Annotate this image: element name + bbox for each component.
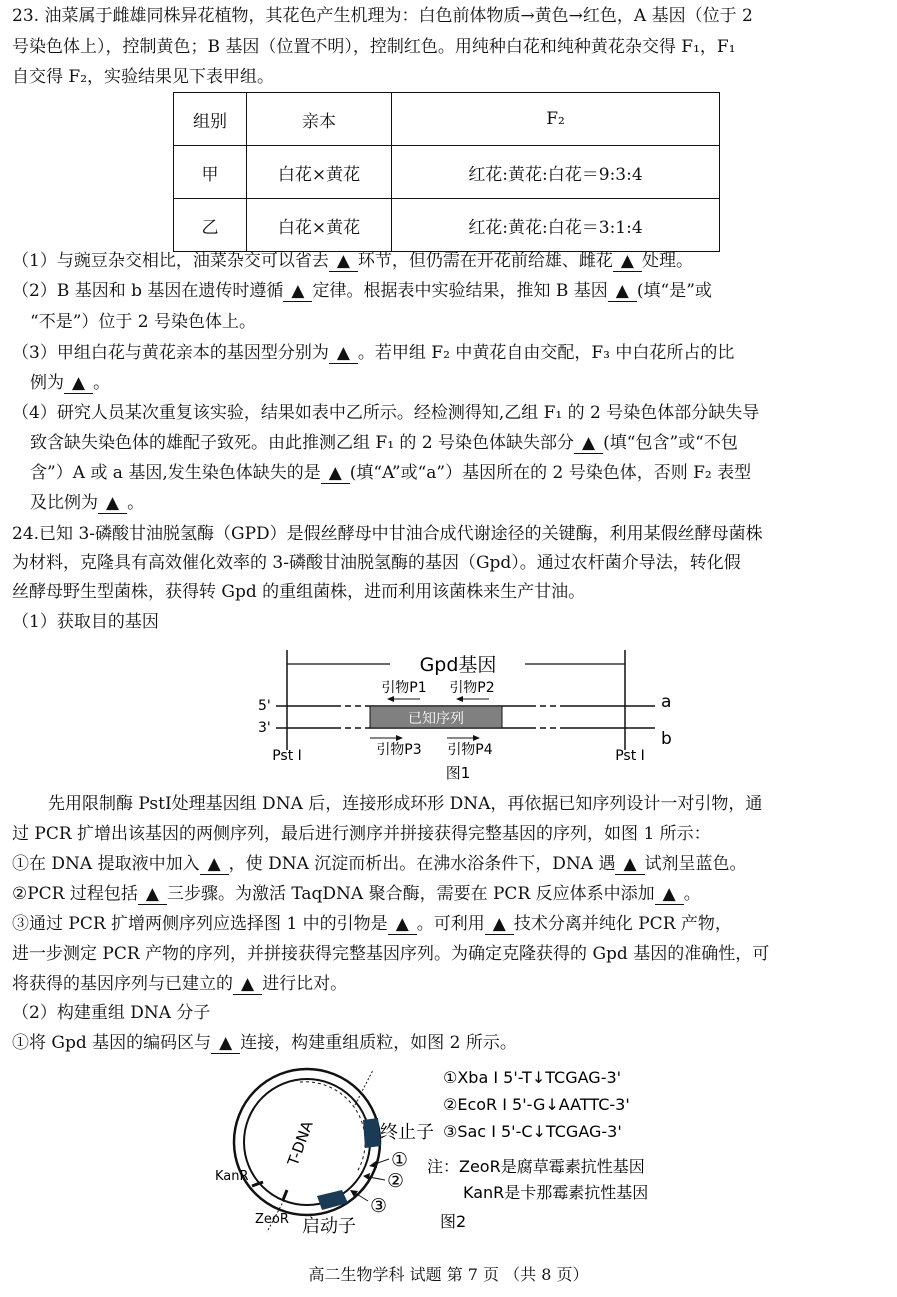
promoter-label: 启动子 (302, 1216, 356, 1237)
answer-blank[interactable]: ▲ (329, 251, 358, 272)
answer-blank[interactable]: ▲ (200, 854, 229, 875)
gene-label: Gpd基因 (419, 654, 497, 676)
enzyme-site: ①Xba I 5'-T↓TCGAG-3' (443, 1068, 622, 1087)
primer-label: 引物P4 (447, 742, 493, 758)
answer-blank[interactable]: ▲ (574, 433, 603, 454)
answer-blank[interactable]: ▲ (321, 463, 350, 484)
q24-para2: 过 PCR 扩增出该基因的两侧序列，最后进行测序并拼接获得完整基因的序列，如图 1 所示： (12, 824, 711, 844)
q23-part4-cont1: 致含缺失染色体的雄配子致死。由此推测乙组 F₁ 的 2 号染色体缺失部分 ▲ (填“包含”或“不包 (30, 433, 738, 453)
answer-blank[interactable]: ▲ (211, 1033, 240, 1054)
answer-blank[interactable]: ▲ (329, 343, 358, 364)
q24-line2: 为材料，克隆具有高效催化效率的 3-磷酸甘油脱氢酶的基因（Gpd）。通过农杆菌介导法，转化假 (12, 553, 741, 573)
table-row (174, 146, 720, 199)
q23-part2: （2）B 基因和 b 基因在遗传时遵循 ▲ 定律。根据表中实验结果，推知 B 基因 ▲ (填“是”或 (12, 281, 712, 301)
site-marker: ③ (370, 1195, 388, 1217)
table-header: 亲本 (247, 93, 392, 146)
figure-note: 注：ZeoR是腐草霉素抗性基因 (427, 1157, 645, 1176)
answer-blank[interactable]: ▲ (388, 914, 417, 935)
figure-caption: 图1 (445, 764, 471, 782)
q23-line1: 23. 油菜属于雌雄同株异花植物，其花色产生机理为：白色前体物质→黄色→红色，A 基因（位于 2 (12, 6, 753, 26)
answer-blank[interactable]: ▲ (283, 281, 312, 302)
q23-part4-cont2: 含”）A 或 a 基因,发生染色体缺失的是 ▲ (填“A”或“a”）基因所在的 2 号染色体，否则 F₂ 表型 (30, 463, 752, 483)
table-cell: 白花×黄花 (247, 146, 392, 199)
q24-item3-cont1: 进一步测定 PCR 产物的序列，并拼接获得完整基因序列。为确定克隆获得的 Gpd 基因的准确性，可 (12, 944, 770, 964)
table-cell: 红花:黄花:白花＝3:1:4 (392, 199, 720, 252)
tdna-label: T-DNA (283, 1118, 317, 1169)
figure-caption: 图2 (440, 1212, 467, 1231)
terminator-segment (363, 1118, 381, 1148)
site-marker: ② (387, 1170, 405, 1192)
q24-item-d1: ①将 Gpd 基因的编码区与 ▲ 连接，构建重组质粒，如图 2 所示。 (12, 1033, 517, 1053)
kan-label: KanR (215, 1169, 249, 1184)
answer-blank[interactable]: ▲ (64, 373, 93, 394)
q24-line3: 丝酵母野生型菌株，获得转 Gpd 的重组菌株，进而利用该菌株来生产甘油。 (12, 582, 586, 602)
zeo-label: ZeoR (255, 1212, 289, 1227)
table-cell: 红花:黄花:白花＝9:3:4 (392, 146, 720, 199)
q23-part3: （3）甲组白花与黄花亲本的基因型分别为 ▲ 。若甲组 F₂ 中黄花自由交配，F₃ 中白花所占的比 (12, 343, 735, 363)
answer-blank[interactable]: ▲ (655, 884, 684, 905)
results-table (173, 92, 720, 252)
arrow-left-icon (456, 696, 463, 702)
primer-label: 引物P2 (449, 680, 495, 696)
table-cell: 乙 (174, 199, 247, 252)
answer-blank[interactable]: ▲ (138, 884, 167, 905)
table-cell: 甲 (174, 146, 247, 199)
q24-item3: ③通过 PCR 扩增两侧序列应选择图 1 中的引物是 ▲ 。可利用 ▲ 技术分离并纯化 PCR 产物， (12, 914, 732, 934)
arrow-left-icon (387, 696, 394, 702)
terminator-label: 终止子 (380, 1122, 434, 1143)
q23-part1: （1）与豌豆杂交相比，油菜杂交可以省去 ▲ 环节，但仍需在开花前给雄、雌花 ▲ 处理。 (12, 251, 693, 271)
enzyme-site: ②EcoR I 5'-G↓AATTC-3' (443, 1095, 630, 1114)
table-cell: 白花×黄花 (247, 199, 392, 252)
table-header: 组别 (174, 93, 247, 146)
table-header: F₂ (392, 93, 720, 146)
page-footer: 高二生物学科 试题 第 7 页 （共 8 页） (308, 1265, 589, 1284)
strand-end-label: 3' (258, 720, 271, 736)
q24-item1: ①在 DNA 提取液中加入 ▲ ，使 DNA 沉淀而析出。在沸水浴条件下，DNA 遇 ▲ 试剂呈蓝色。 (12, 854, 747, 874)
figure-note: KanR是卡那霉素抗性基因 (463, 1183, 649, 1202)
q23-part4-cont3: 及比例为 ▲ 。 (30, 493, 145, 513)
strand-label: b (661, 729, 672, 749)
primer-label: 引物P1 (381, 680, 427, 696)
q24-item3-cont2: 将获得的基因序列与已建立的 ▲ 进行比对。 (12, 974, 348, 994)
promoter-segment (317, 1190, 348, 1210)
answer-blank[interactable]: ▲ (615, 854, 644, 875)
arrow-right-icon (396, 735, 403, 741)
section-heading: （1）获取目的基因 (12, 612, 159, 632)
answer-blank[interactable]: ▲ (233, 974, 262, 995)
enzyme-site: ③Sac I 5'-C↓TCGAG-3' (443, 1122, 622, 1141)
section-heading: （2）构建重组 DNA 分子 (12, 1003, 211, 1023)
answer-blank[interactable]: ▲ (98, 493, 127, 514)
figure1-diagram (240, 640, 700, 790)
q24-item2: ②PCR 过程包括 ▲ 三步骤。为激活 TaqDNA 聚合酶，需要在 PCR 反应体系中添加 ▲ 。 (12, 884, 701, 904)
arrow-icon (369, 1161, 377, 1168)
strand-label: a (661, 692, 672, 712)
answer-blank[interactable]: ▲ (613, 251, 642, 272)
q24-line1: 24.已知 3-磷酸甘油脱氢酶（GPD）是假丝酵母中甘油合成代谢途径的关键酶，利用某假丝酵母菌株 (12, 524, 763, 544)
figure2-plasmid (205, 1060, 725, 1245)
q24-para1: 先用限制酶 PstⅠ处理基因组 DNA 后，连接形成环形 DNA，再依据已知序列设计一对引物，通 (48, 794, 763, 814)
q23-part2-cont: “不是”）位于 2 号染色体上。 (30, 312, 257, 332)
answer-blank[interactable]: ▲ (485, 914, 514, 935)
q23-part4: （4）研究人员某次重复该实验，结果如表中乙所示。经检测得知,乙组 F₁ 的 2 号染色体部分缺失导 (12, 403, 760, 423)
table-header-row (174, 93, 720, 146)
table-row (174, 199, 720, 252)
site-marker: ① (391, 1149, 409, 1171)
q23-part3-cont: 例为 ▲ 。 (30, 373, 111, 393)
arrow-icon (363, 1173, 370, 1180)
arrow-right-icon (473, 735, 480, 741)
q23-line2: 号染色体上），控制黄色；B 基因（位置不明），控制红色。用纯种白花和纯种黄花杂交得 F₁，F₁ (12, 37, 736, 57)
site-label: Pst I (615, 748, 645, 764)
site-label: Pst I (272, 748, 302, 764)
primer-label: 引物P3 (376, 742, 422, 758)
known-sequence-label: 已知序列 (408, 711, 464, 727)
answer-blank[interactable]: ▲ (608, 281, 637, 302)
strand-end-label: 5' (258, 698, 271, 714)
q23-line3: 自交得 F₂，实验结果见下表甲组。 (12, 67, 275, 87)
